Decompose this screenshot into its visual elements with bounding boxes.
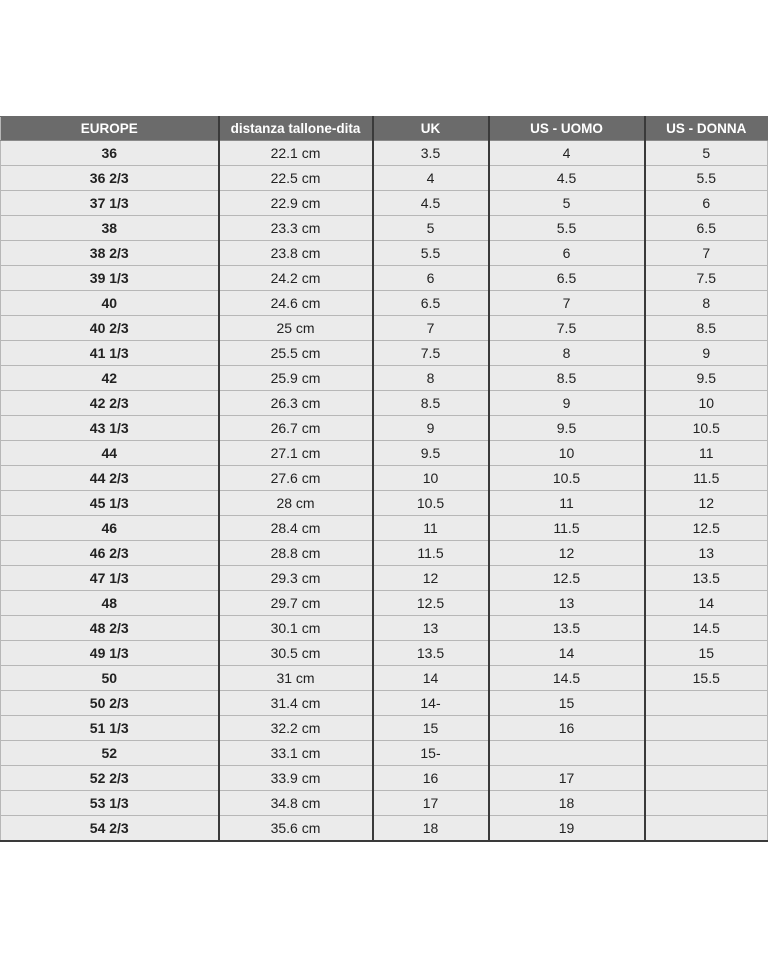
cell-us-women: 13: [645, 541, 768, 566]
shoe-size-table: [0, 116, 768, 842]
cell-uk: 9: [373, 416, 489, 441]
cell-heel-toe-distance: 26.7 cm: [219, 416, 373, 441]
cell-us-men: 4.5: [489, 166, 645, 191]
cell-heel-toe-distance: 29.7 cm: [219, 591, 373, 616]
table-row: [1, 366, 768, 391]
cell-us-men: [489, 741, 645, 766]
cell-heel-toe-distance: 28.4 cm: [219, 516, 373, 541]
cell-europe: 46: [1, 516, 219, 541]
cell-heel-toe-distance: 22.9 cm: [219, 191, 373, 216]
cell-us-women: 5.5: [645, 166, 768, 191]
cell-uk: 14: [373, 666, 489, 691]
cell-uk: 15: [373, 716, 489, 741]
cell-uk: 6: [373, 266, 489, 291]
header-us-women: US - DONNA: [645, 117, 768, 141]
table-row: [1, 566, 768, 591]
cell-europe: 52: [1, 741, 219, 766]
cell-us-women: 15.5: [645, 666, 768, 691]
cell-heel-toe-distance: 35.6 cm: [219, 816, 373, 841]
cell-us-men: 10: [489, 441, 645, 466]
cell-europe: 47 1/3: [1, 566, 219, 591]
table-row: [1, 316, 768, 341]
table-row: [1, 141, 768, 166]
cell-heel-toe-distance: 27.1 cm: [219, 441, 373, 466]
cell-europe: 36 2/3: [1, 166, 219, 191]
header-heel-toe-distance: distanza tallone-dita: [219, 117, 373, 141]
cell-europe: 42: [1, 366, 219, 391]
cell-us-men: 15: [489, 691, 645, 716]
cell-us-women: [645, 741, 768, 766]
cell-uk: 15-: [373, 741, 489, 766]
cell-us-women: [645, 716, 768, 741]
cell-uk: 8.5: [373, 391, 489, 416]
cell-europe: 44: [1, 441, 219, 466]
header-uk: UK: [373, 117, 489, 141]
cell-us-men: 14.5: [489, 666, 645, 691]
table-row: [1, 291, 768, 316]
table-row: [1, 741, 768, 766]
cell-uk: 18: [373, 816, 489, 841]
cell-heel-toe-distance: 33.9 cm: [219, 766, 373, 791]
table-header-row: [1, 117, 768, 141]
cell-uk: 8: [373, 366, 489, 391]
table-row: [1, 791, 768, 816]
cell-heel-toe-distance: 31.4 cm: [219, 691, 373, 716]
table-row: [1, 591, 768, 616]
cell-europe: 51 1/3: [1, 716, 219, 741]
cell-heel-toe-distance: 28 cm: [219, 491, 373, 516]
cell-europe: 38 2/3: [1, 241, 219, 266]
table-row: [1, 166, 768, 191]
cell-us-women: 9.5: [645, 366, 768, 391]
cell-europe: 38: [1, 216, 219, 241]
cell-us-women: 15: [645, 641, 768, 666]
cell-europe: 45 1/3: [1, 491, 219, 516]
cell-europe: 46 2/3: [1, 541, 219, 566]
table-row: [1, 716, 768, 741]
cell-us-women: 12.5: [645, 516, 768, 541]
cell-europe: 39 1/3: [1, 266, 219, 291]
cell-heel-toe-distance: 34.8 cm: [219, 791, 373, 816]
cell-us-women: [645, 691, 768, 716]
cell-europe: 44 2/3: [1, 466, 219, 491]
cell-europe: 42 2/3: [1, 391, 219, 416]
cell-heel-toe-distance: 30.5 cm: [219, 641, 373, 666]
cell-us-men: 9.5: [489, 416, 645, 441]
cell-heel-toe-distance: 24.6 cm: [219, 291, 373, 316]
cell-heel-toe-distance: 22.1 cm: [219, 141, 373, 166]
cell-heel-toe-distance: 23.8 cm: [219, 241, 373, 266]
cell-us-women: 6.5: [645, 216, 768, 241]
cell-europe: 36: [1, 141, 219, 166]
cell-europe: 48 2/3: [1, 616, 219, 641]
cell-us-women: 11: [645, 441, 768, 466]
cell-heel-toe-distance: 23.3 cm: [219, 216, 373, 241]
cell-europe: 37 1/3: [1, 191, 219, 216]
cell-uk: 9.5: [373, 441, 489, 466]
cell-uk: 14-: [373, 691, 489, 716]
table-row: [1, 241, 768, 266]
cell-uk: 13.5: [373, 641, 489, 666]
table-row: [1, 641, 768, 666]
cell-heel-toe-distance: 30.1 cm: [219, 616, 373, 641]
cell-us-men: 7.5: [489, 316, 645, 341]
cell-us-men: 17: [489, 766, 645, 791]
cell-us-men: 16: [489, 716, 645, 741]
cell-uk: 16: [373, 766, 489, 791]
cell-uk: 17: [373, 791, 489, 816]
cell-uk: 5: [373, 216, 489, 241]
cell-us-men: 19: [489, 816, 645, 841]
cell-us-men: 7: [489, 291, 645, 316]
cell-europe: 50 2/3: [1, 691, 219, 716]
cell-europe: 54 2/3: [1, 816, 219, 841]
cell-us-men: 5: [489, 191, 645, 216]
cell-europe: 50: [1, 666, 219, 691]
cell-us-men: 5.5: [489, 216, 645, 241]
table-row: [1, 766, 768, 791]
table-row: [1, 516, 768, 541]
cell-heel-toe-distance: 25.5 cm: [219, 341, 373, 366]
cell-us-men: 12.5: [489, 566, 645, 591]
cell-uk: 7.5: [373, 341, 489, 366]
cell-us-men: 13.5: [489, 616, 645, 641]
table-row: [1, 416, 768, 441]
cell-heel-toe-distance: 32.2 cm: [219, 716, 373, 741]
cell-uk: 4: [373, 166, 489, 191]
cell-europe: 49 1/3: [1, 641, 219, 666]
cell-us-men: 8.5: [489, 366, 645, 391]
cell-us-men: 6: [489, 241, 645, 266]
cell-us-women: 8.5: [645, 316, 768, 341]
cell-uk: 6.5: [373, 291, 489, 316]
cell-us-women: [645, 816, 768, 841]
cell-europe: 52 2/3: [1, 766, 219, 791]
cell-us-women: 10.5: [645, 416, 768, 441]
table-row: [1, 666, 768, 691]
cell-us-men: 14: [489, 641, 645, 666]
cell-uk: 12: [373, 566, 489, 591]
cell-heel-toe-distance: 27.6 cm: [219, 466, 373, 491]
cell-us-men: 9: [489, 391, 645, 416]
cell-us-women: 10: [645, 391, 768, 416]
cell-us-women: 9: [645, 341, 768, 366]
table-row: [1, 616, 768, 641]
table-row: [1, 541, 768, 566]
cell-us-women: 14.5: [645, 616, 768, 641]
table-row: [1, 441, 768, 466]
table-row: [1, 491, 768, 516]
cell-us-women: 7: [645, 241, 768, 266]
cell-uk: 10: [373, 466, 489, 491]
cell-heel-toe-distance: 24.2 cm: [219, 266, 373, 291]
cell-uk: 4.5: [373, 191, 489, 216]
header-us-men: US - UOMO: [489, 117, 645, 141]
cell-europe: 40: [1, 291, 219, 316]
table-row: [1, 191, 768, 216]
table-row: [1, 691, 768, 716]
cell-europe: 48: [1, 591, 219, 616]
cell-us-men: 11: [489, 491, 645, 516]
cell-us-men: 11.5: [489, 516, 645, 541]
cell-us-women: 6: [645, 191, 768, 216]
cell-heel-toe-distance: 31 cm: [219, 666, 373, 691]
table-row: [1, 391, 768, 416]
cell-us-men: 6.5: [489, 266, 645, 291]
cell-us-men: 18: [489, 791, 645, 816]
cell-uk: 12.5: [373, 591, 489, 616]
cell-uk: 10.5: [373, 491, 489, 516]
cell-europe: 53 1/3: [1, 791, 219, 816]
cell-uk: 13: [373, 616, 489, 641]
cell-heel-toe-distance: 25 cm: [219, 316, 373, 341]
cell-us-women: 7.5: [645, 266, 768, 291]
header-europe: EUROPE: [1, 117, 219, 141]
cell-us-men: 12: [489, 541, 645, 566]
cell-europe: 41 1/3: [1, 341, 219, 366]
cell-uk: 7: [373, 316, 489, 341]
table-row: [1, 266, 768, 291]
cell-us-women: 14: [645, 591, 768, 616]
cell-heel-toe-distance: 22.5 cm: [219, 166, 373, 191]
cell-us-men: 13: [489, 591, 645, 616]
cell-us-women: 11.5: [645, 466, 768, 491]
cell-us-women: 8: [645, 291, 768, 316]
table-row: [1, 216, 768, 241]
table-body: [1, 141, 768, 841]
cell-heel-toe-distance: 28.8 cm: [219, 541, 373, 566]
cell-us-men: 4: [489, 141, 645, 166]
cell-us-men: 10.5: [489, 466, 645, 491]
cell-us-women: [645, 791, 768, 816]
cell-us-women: 12: [645, 491, 768, 516]
cell-us-women: 13.5: [645, 566, 768, 591]
cell-uk: 11: [373, 516, 489, 541]
table-row: [1, 466, 768, 491]
table-row: [1, 816, 768, 841]
cell-us-men: 8: [489, 341, 645, 366]
cell-heel-toe-distance: 25.9 cm: [219, 366, 373, 391]
table-row: [1, 341, 768, 366]
cell-heel-toe-distance: 26.3 cm: [219, 391, 373, 416]
cell-heel-toe-distance: 33.1 cm: [219, 741, 373, 766]
cell-uk: 3.5: [373, 141, 489, 166]
cell-uk: 11.5: [373, 541, 489, 566]
cell-europe: 40 2/3: [1, 316, 219, 341]
cell-europe: 43 1/3: [1, 416, 219, 441]
cell-uk: 5.5: [373, 241, 489, 266]
cell-us-women: [645, 766, 768, 791]
cell-heel-toe-distance: 29.3 cm: [219, 566, 373, 591]
cell-us-women: 5: [645, 141, 768, 166]
